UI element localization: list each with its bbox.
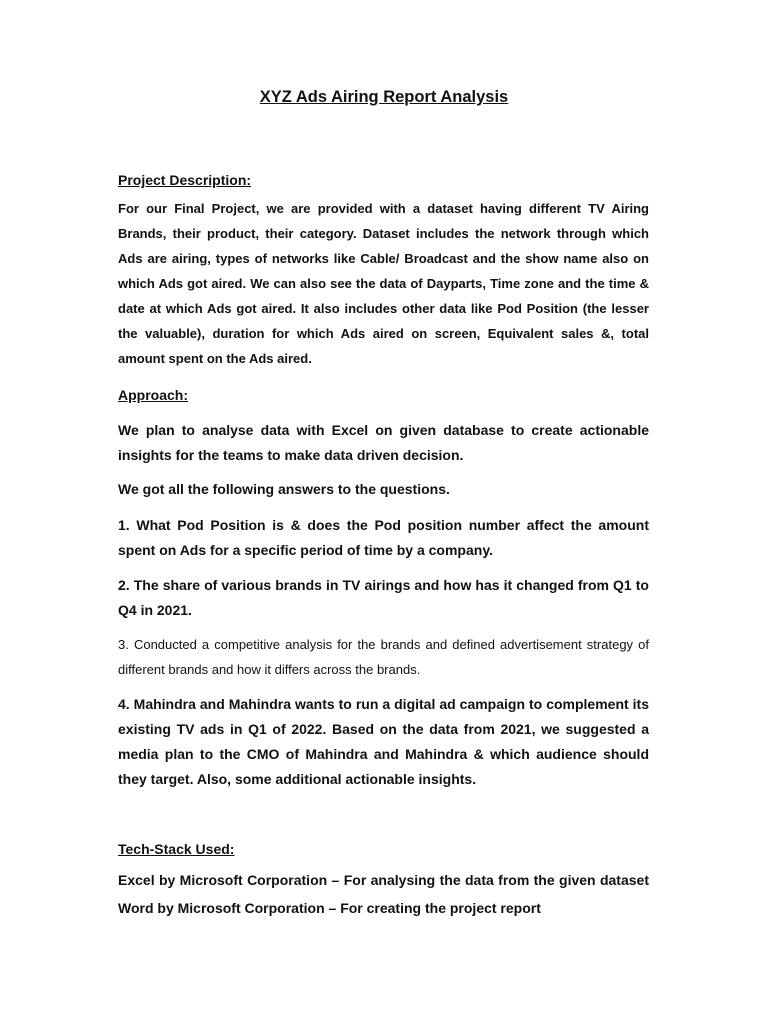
tech-stack-text: Excel by Microsoft Corporation – For analysing the data from the given dataset Word by Microsoft Corporation – For creating the project report (118, 872, 649, 916)
question-item-2: 2. The share of various brands in TV airings and how has it changed from Q1 to Q4 in 2021. (118, 577, 649, 618)
project-description-text: For our Final Project, we are provided with a dataset having different TV Airing Brands, their product, their category. Dataset includes the network through which Ads are airing, types of networks like Cable/ Broadcast and the show name also on which Ads got aired. We can also see the data of Dayparts, Time zone and the time & date at which Ads got aired. It also includes other data like Pod Position (the lesser the valuable), duration for which Ads aired on screen, Equivalent sales &, total amount spent on the Ads aired. (118, 201, 649, 366)
approach-text: We plan to analyse data with Excel on given database to create actionable insights for the teams to make data driven decision. (118, 422, 649, 463)
tech-stack-heading: Tech-Stack Used: (118, 841, 235, 857)
document-title: XYZ Ads Airing Report Analysis (259, 88, 509, 106)
approach-heading: Approach: (118, 387, 188, 403)
approach-intro-text: We got all the following answers to the questions. (118, 481, 450, 497)
question-item-3: 3. Conducted a competitive analysis for the brands and defined advertisement strategy of different brands and how it differs across the brands. (118, 637, 649, 677)
project-description-heading: Project Description: (118, 172, 252, 188)
question-item-1: 1. What Pod Position is & does the Pod position number affect the amount spent on Ads for a specific period of time by a company. (118, 517, 649, 558)
question-item-4: 4. Mahindra and Mahindra wants to run a digital ad campaign to complement its existing TV ads in Q1 of 2022. Based on the data from 2021, we suggested a media plan to the CMO of Mahindra and Mahindra & which audience should they target. Also, some additional actionable insights. (118, 696, 649, 787)
